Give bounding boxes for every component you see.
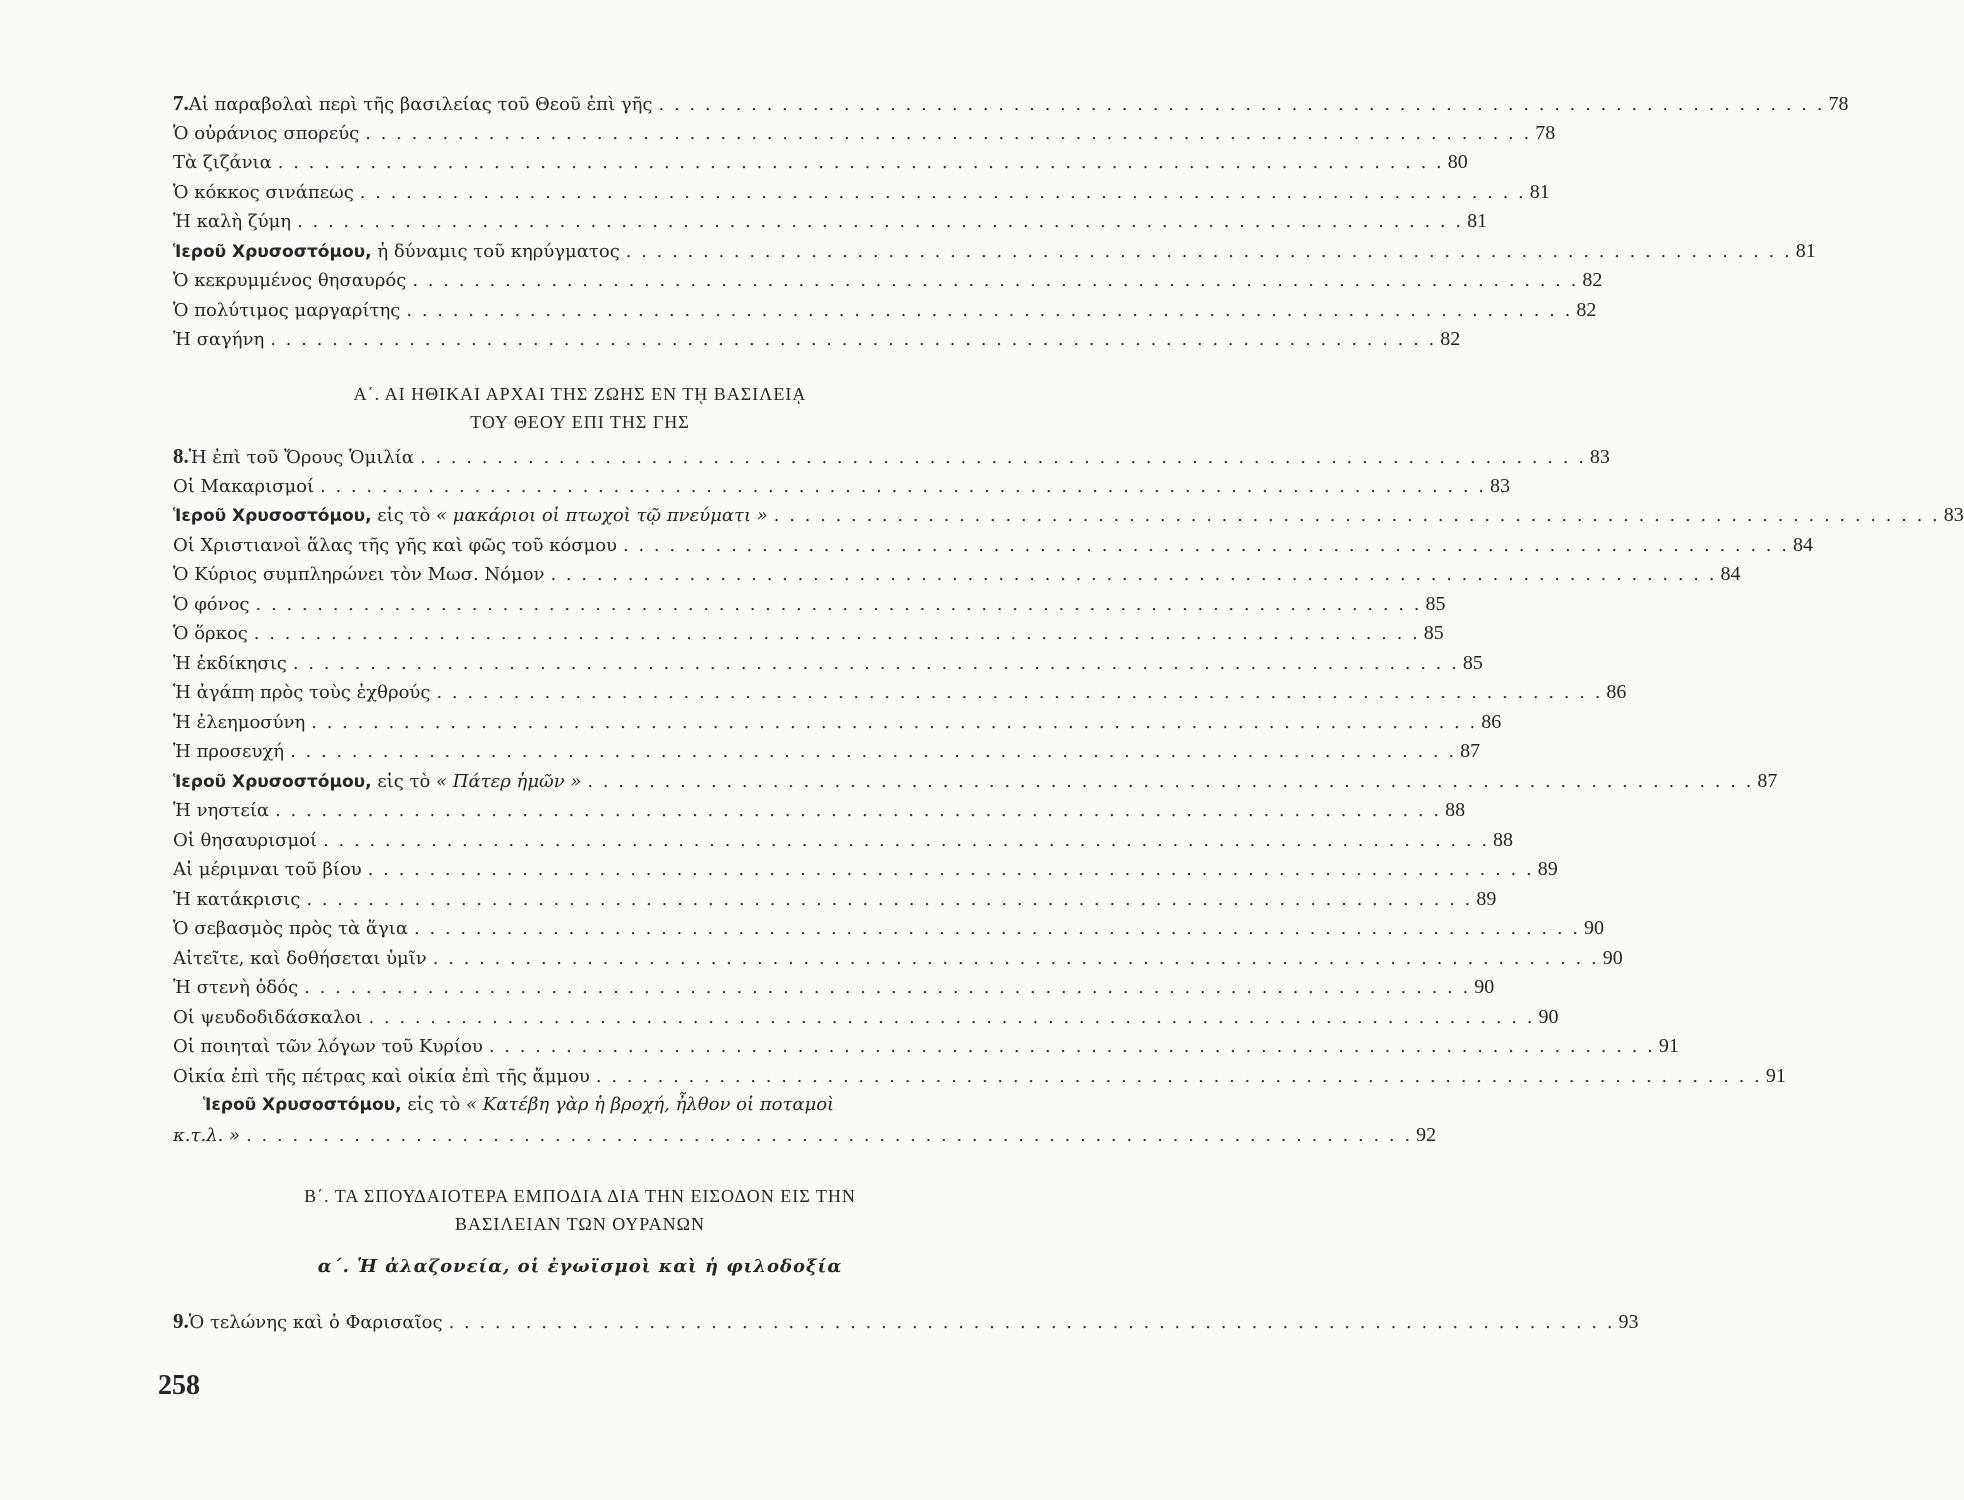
leader-dots bbox=[436, 678, 1600, 708]
toc-entry bbox=[173, 825, 1514, 855]
entry-text: Ἡ κατάκρισις bbox=[173, 888, 301, 910]
page-ref: 90 bbox=[1474, 976, 1495, 998]
toc-entry bbox=[173, 147, 1468, 177]
leader-dots bbox=[659, 90, 1823, 120]
leader-dots bbox=[278, 148, 1442, 178]
page-ref: 80 bbox=[1447, 151, 1468, 173]
entry-text: Ὁ σεβασμὸς πρὸς τὰ ἅγια bbox=[173, 918, 409, 939]
entry-text: εἰς τὸ bbox=[371, 505, 437, 526]
toc-entry bbox=[173, 236, 1816, 266]
page-ref: 88 bbox=[1493, 828, 1514, 851]
toc-entry bbox=[173, 854, 1558, 884]
section-heading-b-line1: Β΄. ΤΑ ΣΠΟΥΔΑΙΟΤΕΡΑ ΕΜΠΟΔΙΑ ΔΙΑ ΤΗΝ ΕΙΣΟΔΟΝ ΕΙΣ ΤΗΝ bbox=[304, 1186, 856, 1206]
page-ref: 84 bbox=[1792, 533, 1813, 556]
leader-dots bbox=[270, 325, 1434, 355]
leader-dots bbox=[596, 1062, 1760, 1092]
entry-text: Ἡ ἐκδίκησις bbox=[173, 652, 287, 674]
leader-dots bbox=[290, 737, 1454, 767]
page-ref: 90 bbox=[1538, 1005, 1559, 1028]
page-ref: 86 bbox=[1481, 710, 1502, 733]
leader-dots bbox=[433, 944, 1597, 974]
leader-dots bbox=[311, 708, 1475, 738]
page-ref: 85 bbox=[1425, 592, 1446, 615]
entry-text: Ὁ ὅρκος bbox=[173, 623, 248, 644]
leader-dots bbox=[297, 207, 1461, 237]
entry-text: Ἡ καλὴ ζύμη bbox=[173, 211, 292, 232]
toc-entry bbox=[173, 884, 1497, 914]
entry-text: Ὁ οὐράνιος σπορεύς bbox=[173, 122, 360, 144]
toc-entry-9 bbox=[173, 1306, 1639, 1336]
leader-dots bbox=[254, 619, 1418, 649]
page-ref: 93 bbox=[1618, 1311, 1639, 1333]
toc-entry bbox=[173, 530, 1813, 560]
entry-text: ἡ δύναμις τοῦ κηρύγματος bbox=[371, 240, 620, 262]
leader-dots bbox=[412, 266, 1576, 296]
page-ref: 91 bbox=[1765, 1064, 1786, 1087]
entry-text: Ἡ ἐπὶ τοῦ Ὄρους Ὁμιλία bbox=[188, 447, 414, 468]
subsection-heading: α΄. Ἡ ἀλαζονεία, οἱ ἐγωϊσμοὶ καὶ ἡ φιλοδοξία bbox=[317, 1256, 843, 1277]
page-ref: 89 bbox=[1476, 887, 1497, 910]
page-ref: 83 bbox=[1589, 446, 1610, 468]
page-number: 258 bbox=[158, 1370, 200, 1401]
chapter-number: 7. bbox=[173, 91, 189, 115]
leader-dots bbox=[293, 649, 1457, 679]
page-ref: 83 bbox=[1490, 474, 1511, 497]
author-name: Ἱεροῦ Χρυσοστόμου, bbox=[173, 771, 372, 792]
entry-text: Ὁ κεκρυμμένος θησαυρός bbox=[173, 270, 407, 291]
page-ref: 88 bbox=[1445, 799, 1466, 821]
entry-text: Οἱ θησαυρισμοί bbox=[173, 829, 318, 851]
section-heading-a-line1: Α΄. ΑΙ ΗΘΙΚΑΙ ΑΡΧΑΙ ΤΗΣ ΖΩΗΣ ΕΝ Τῌ ΒΑΣΙΛΕΙᾼ bbox=[353, 384, 807, 404]
entry-text: Ἡ σαγήνη bbox=[173, 329, 265, 350]
chapter-number: 8. bbox=[173, 444, 189, 468]
leader-dots bbox=[587, 767, 1751, 797]
toc-entry-long bbox=[173, 1090, 1017, 1120]
entry-quote: « Πάτερ ἡμῶν » bbox=[436, 770, 582, 792]
leader-dots bbox=[365, 119, 1529, 149]
toc-entry bbox=[173, 1061, 1786, 1091]
page-ref: 81 bbox=[1529, 180, 1550, 203]
leader-dots bbox=[304, 973, 1468, 1003]
page-ref: 84 bbox=[1720, 563, 1741, 585]
entry-text: Οἱ ποιηταὶ τῶν λόγων τοῦ Κυρίου bbox=[173, 1036, 483, 1057]
toc-entry bbox=[173, 324, 1461, 354]
page-ref: 83 bbox=[1943, 504, 1964, 526]
entry-text: Οἰκία ἐπὶ τῆς πέτρας καὶ οἰκία ἐπὶ τῆς ἄμμου bbox=[173, 1065, 590, 1087]
chapter-number: 9. bbox=[173, 1309, 189, 1333]
entry-text: Αἱ μέριμναι τοῦ βίου bbox=[173, 859, 362, 880]
toc-entry bbox=[173, 500, 1964, 530]
page-ref: 87 bbox=[1460, 740, 1481, 762]
page-ref: 89 bbox=[1537, 858, 1558, 880]
entry-quote-continuation: κ.τ.λ. » bbox=[173, 1125, 241, 1146]
entry-text: Τὰ ζιζάνια bbox=[173, 152, 272, 173]
page-ref: 82 bbox=[1440, 328, 1461, 350]
toc-entry bbox=[173, 972, 1495, 1002]
leader-dots bbox=[256, 590, 1420, 620]
leader-dots bbox=[323, 826, 1487, 856]
toc-entry bbox=[173, 1031, 1679, 1061]
toc-entry bbox=[173, 295, 1597, 325]
entry-text: Ἡ προσευχή bbox=[173, 741, 285, 762]
toc-entry bbox=[173, 118, 1556, 148]
section-heading-a bbox=[200, 380, 960, 436]
toc-entry bbox=[173, 471, 1511, 501]
entry-text: Ὁ κόκκος σινάπεως bbox=[173, 181, 354, 203]
leader-dots bbox=[320, 472, 1484, 502]
toc-entry bbox=[173, 618, 1444, 648]
entry-text: Ὁ φόνος bbox=[173, 593, 250, 615]
entry-text: Αἱ παραβολαὶ περὶ τῆς βασιλείας τοῦ Θεοῦ ἐπὶ γῆς bbox=[188, 94, 653, 115]
toc-entry bbox=[173, 88, 1849, 118]
entry-text: Οἱ ψευδοδιδάσκαλοι bbox=[173, 1006, 363, 1028]
entry-text: Ἡ ἐλεημοσύνη bbox=[173, 711, 306, 733]
leader-dots bbox=[246, 1121, 1410, 1151]
toc-entry bbox=[173, 206, 1488, 236]
leader-dots bbox=[449, 1308, 1613, 1338]
entry-text: Ὁ Κύριος συμπληρώνει τὸν Μωσ. Νόμον bbox=[173, 564, 545, 585]
leader-dots bbox=[406, 296, 1570, 326]
page-ref: 81 bbox=[1795, 239, 1816, 262]
page-ref: 78 bbox=[1535, 121, 1556, 144]
page-ref: 82 bbox=[1576, 298, 1597, 321]
leader-dots bbox=[420, 443, 1584, 473]
section-heading-a-line2: ΤΟΥ ΘΕΟΥ ΕΠΙ ΤΗΣ ΓΗΣ bbox=[470, 412, 690, 432]
entry-text: Ὁ πολύτιμος μαργαρίτης bbox=[173, 299, 401, 321]
leader-dots bbox=[360, 178, 1524, 208]
leader-dots bbox=[774, 501, 1938, 531]
page-ref: 85 bbox=[1423, 622, 1444, 644]
entry-text: Ἡ στενὴ ὁδός bbox=[173, 977, 299, 998]
leader-dots bbox=[489, 1032, 1653, 1062]
leader-dots bbox=[306, 885, 1470, 915]
leader-dots bbox=[368, 855, 1532, 885]
entry-text: Οἱ Χριστιανοὶ ἅλας τῆς γῆς καὶ φῶς τοῦ κόσμου bbox=[173, 534, 617, 556]
toc-entry-long-continuation bbox=[173, 1120, 1437, 1150]
page-ref: 78 bbox=[1828, 93, 1849, 115]
toc-entry bbox=[173, 913, 1604, 943]
toc-entry bbox=[173, 677, 1627, 707]
section-heading-b-line2: ΒΑΣΙΛΕΙΑΝ ΤΩΝ ΟΥΡΑΝΩΝ bbox=[454, 1214, 706, 1234]
author-name: Ἱεροῦ Χρυσοστόμου, bbox=[203, 1095, 402, 1115]
toc-entry bbox=[173, 943, 1623, 973]
page-ref: 81 bbox=[1467, 210, 1488, 232]
page-ref: 91 bbox=[1658, 1035, 1679, 1057]
entry-quote: « Κατέβη γὰρ ἡ βροχή, ἦλθον οἱ ποταμοὶ bbox=[466, 1094, 835, 1115]
leader-dots bbox=[414, 914, 1578, 944]
entry-text: εἰς τὸ bbox=[401, 1094, 467, 1115]
toc-entry bbox=[173, 795, 1466, 825]
entry-text: Αἰτεῖτε, καὶ δοθήσεται ὑμῖν bbox=[173, 947, 427, 969]
leader-dots bbox=[275, 796, 1439, 826]
toc-entry bbox=[173, 1002, 1559, 1032]
page-ref: 92 bbox=[1416, 1124, 1437, 1146]
author-name: Ἱεροῦ Χρυσοστόμου, bbox=[173, 241, 372, 262]
page-ref: 82 bbox=[1582, 269, 1603, 291]
section-heading-b bbox=[200, 1182, 960, 1238]
page-ref: 90 bbox=[1584, 917, 1604, 939]
toc-entry bbox=[173, 559, 1741, 589]
entry-text: Ἡ ἀγάπη πρὸς τοὺς ἐχθρούς bbox=[173, 682, 431, 703]
toc-entry bbox=[173, 766, 1778, 796]
toc-entry bbox=[173, 441, 1610, 471]
leader-dots bbox=[623, 531, 1787, 561]
entry-text: Ἡ νηστεία bbox=[173, 800, 270, 821]
leader-dots bbox=[550, 560, 1714, 590]
toc-entry bbox=[173, 648, 1483, 678]
page-ref: 86 bbox=[1606, 681, 1627, 703]
toc-entry bbox=[173, 265, 1603, 295]
leader-dots bbox=[626, 237, 1790, 267]
entry-quote: « μακάριοι οἱ πτωχοὶ τῷ πνεύματι » bbox=[436, 505, 768, 526]
page-ref: 87 bbox=[1757, 769, 1778, 792]
entry-text: εἰς τὸ bbox=[371, 770, 437, 792]
toc-entry bbox=[173, 736, 1481, 766]
page-ref: 90 bbox=[1602, 946, 1623, 969]
author-name: Ἱεροῦ Χρυσοστόμου, bbox=[173, 506, 372, 526]
toc-entry bbox=[173, 589, 1446, 619]
entry-text: Οἱ Μακαρισμοί bbox=[173, 475, 315, 497]
page-ref: 85 bbox=[1462, 651, 1483, 674]
leader-dots bbox=[368, 1003, 1532, 1033]
entry-text: Ὁ τελώνης καὶ ὁ Φαρισαῖος bbox=[188, 1312, 443, 1333]
toc-entry bbox=[173, 177, 1550, 207]
toc-entry bbox=[173, 707, 1502, 737]
